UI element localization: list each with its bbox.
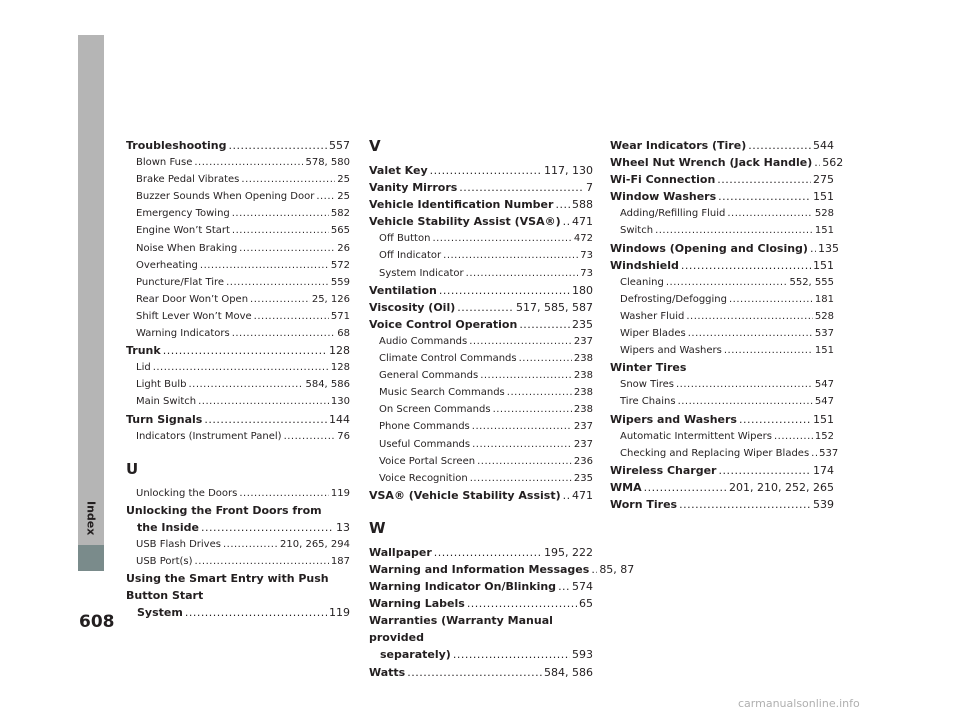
leader-dots [432,230,571,247]
leader-dots [519,316,570,333]
leader-dots [430,162,542,179]
entry-page-numbers: 235 [573,472,593,484]
entry-page-numbers: 544 [813,139,834,152]
entry-page-numbers: 187 [330,556,350,568]
leader-dots [666,274,788,291]
index-subentry [369,265,593,282]
leader-dots [239,240,335,257]
index-subentry [126,308,350,325]
entry-page-numbers: 195, 222 [544,545,593,559]
section-letter-v: V [369,137,381,155]
entry-term: Windshield [610,258,679,272]
index-subentry [126,376,350,393]
index-entry [126,519,350,536]
entry-page-numbers: 73 [580,267,593,279]
entry-term: Vehicle Identification Number [369,198,554,212]
leader-dots [563,487,570,504]
entry-page-numbers: 13 [336,520,350,534]
leader-dots [558,578,570,595]
entry-page-numbers: 557 [329,139,350,152]
entry-term: Voice Control Operation [369,317,518,331]
leader-dots [679,496,811,513]
index-entry [369,299,593,316]
leader-dots [195,553,329,570]
entry-page-numbers: 117, 130 [544,164,593,177]
index-subentry [369,367,593,384]
entry-term: On Screen Commands [379,404,491,416]
index-entry [610,462,834,479]
index-entry [369,196,593,213]
index-side-tab [78,35,104,569]
entry-term: separately) [380,648,451,662]
entry-page-numbers: 238 [573,370,593,382]
leader-dots [739,411,811,428]
entry-page-numbers: 144 [329,412,350,426]
leader-dots [239,485,329,502]
leader-dots [439,282,570,299]
leader-dots [727,205,813,222]
entry-page-numbers: 517, 585, 587 [516,300,593,314]
entry-page-numbers: 578, 580 [305,157,350,169]
entry-term: Vehicle Stability Assist (VSA®) [369,215,561,229]
leader-dots [724,342,813,359]
entry-page-numbers: 572 [330,259,350,271]
entry-term: Valet Key [369,164,428,177]
leader-dots [480,367,572,384]
leader-dots [718,462,811,479]
leader-dots [232,205,329,222]
entry-page-numbers: 238 [573,353,593,365]
entry-page-numbers: 119 [330,487,350,499]
entry-term: Adding/Refilling Fluid [620,208,726,220]
entry-page-numbers: 471 [572,215,593,229]
index-entry [610,257,834,274]
index-subentry [369,401,593,418]
index-entry [126,411,350,428]
entry-page-numbers: 528 [814,310,834,322]
entry-page-numbers: 574 [572,580,593,594]
leader-dots [223,536,278,553]
entry-page-numbers: 237 [573,335,593,347]
index-subentry [610,428,834,445]
entry-page-numbers: 119 [329,606,350,620]
leader-dots [810,240,816,257]
entry-page-numbers: 25, 126 [311,293,350,305]
entry-page-numbers: 128 [329,344,350,358]
entry-term: USB Flash Drives [136,538,221,550]
index-subentry [610,393,834,410]
entry-term: Puncture/Flat Tire [136,276,225,288]
index-subentry [369,418,593,435]
index-entry [369,646,593,663]
entry-page-numbers: 582 [330,208,350,220]
entry-term: Lid [136,362,151,374]
index-subentry [126,240,350,257]
leader-dots [555,196,570,213]
index-entry [126,137,350,154]
index-heading: Warranties (Warranty Manual provided [369,614,553,645]
entry-term: Warning Indicator On/Blinking [369,580,557,594]
index-entry [610,479,834,496]
entry-term: Wi-Fi Connection [610,173,716,187]
entry-term: Trunk [126,344,161,358]
index-subentry [126,154,350,171]
entry-term: Wipers and Washers [620,345,722,357]
entry-term: Shift Lever Won’t Move [136,310,252,322]
entry-page-numbers: 565 [330,225,350,237]
leader-dots [774,428,813,445]
entry-term: Overheating [136,259,198,271]
leader-dots [453,646,570,663]
entry-page-numbers: 547 [814,396,834,408]
entry-term: Off Indicator [379,250,442,262]
leader-dots [232,325,336,342]
leader-dots [198,393,329,410]
entry-page-numbers: 25 [337,174,350,186]
entry-page-numbers: 238 [573,404,593,416]
index-subentry [610,274,834,291]
entry-term: Light Bulb [136,379,187,391]
index-entry [369,282,593,299]
index-subentry [610,376,834,393]
entry-page-numbers: 151 [813,190,834,204]
entry-page-numbers: 7 [586,181,593,195]
entry-page-numbers: 528 [814,208,834,220]
entry-term: Washer Fluid [620,310,685,322]
index-subentry [126,188,350,205]
leader-dots [655,222,813,239]
entry-page-numbers: 65 [579,597,593,611]
entry-page-numbers: 152 [814,430,834,442]
index-subentry [369,350,593,367]
entry-term: Checking and Replacing Wiper Blades [620,447,810,459]
entry-page-numbers: 151 [813,412,834,426]
entry-term: Troubleshooting [126,139,227,152]
index-subentry [126,325,350,342]
index-subentry [610,342,834,359]
entry-page-numbers: 552, 555 [789,276,834,288]
leader-dots [457,299,514,316]
entry-page-numbers: 68 [337,328,350,340]
entry-term: Noise When Braking [136,242,238,254]
leader-dots [459,179,584,196]
leader-dots [188,376,303,393]
entry-page-numbers: 135 [817,241,839,255]
entry-term: VSA® (Vehicle Stability Assist) [369,488,561,502]
leader-dots [254,308,329,325]
leader-dots [591,561,597,578]
index-subentry [369,453,593,470]
entry-term: Viscosity (Oil) [369,300,456,314]
index-subentry [126,359,350,376]
entry-page-numbers: 539 [813,497,834,511]
leader-dots [434,544,542,561]
entry-page-numbers: 181 [814,293,834,305]
index-entry [369,162,593,179]
entry-term: Voice Portal Screen [379,455,476,467]
entry-term: Emergency Towing [136,208,230,220]
leader-dots [688,325,813,342]
entry-term: Buzzer Sounds When Opening Door [136,191,315,203]
entry-term: Cleaning [620,276,664,288]
leader-dots [153,359,329,376]
entry-page-numbers: 25 [337,191,350,203]
entry-page-numbers: 559 [330,276,350,288]
entry-term: Wireless Charger [610,463,717,477]
index-subentry [610,205,834,222]
leader-dots [232,222,329,239]
entry-page-numbers: 237 [573,438,593,450]
index-subentry [369,230,593,247]
leader-dots [563,213,570,230]
index-entry [369,179,593,196]
entry-page-numbers: 275 [813,173,834,187]
entry-term: Indicators (Instrument Panel) [136,430,282,442]
leader-dots [163,342,327,359]
entry-term: Voice Recognition [379,472,468,484]
leader-dots [686,308,813,325]
index-entry [610,171,834,188]
entry-term: Engine Won’t Start [136,225,230,237]
index-entry [369,595,593,612]
leader-dots [200,257,329,274]
entry-term: Watts [369,665,406,679]
leader-dots [185,604,327,621]
watermark: carmanualsonline.info [738,697,860,710]
entry-page-numbers: 238 [573,387,593,399]
leader-dots [204,411,327,428]
section-letter-w: W [369,518,386,537]
entry-term: Defrosting/Defogging [620,293,727,305]
leader-dots [811,445,817,462]
entry-term: Warning Labels [369,597,465,611]
entry-page-numbers: 562 [822,156,844,170]
entry-term: Rear Door Won’t Open [136,293,249,305]
entry-term: Blown Fuse [136,157,193,169]
leader-dots [493,401,572,418]
leader-dots [519,350,572,367]
leader-dots [467,595,577,612]
index-subentry [369,470,593,487]
entry-term: Unlocking the Doors [136,487,238,499]
entry-term: Ventilation [369,283,437,297]
leader-dots [507,384,572,401]
index-subentry [369,333,593,350]
entry-page-numbers: 537 [819,447,839,459]
leader-dots [729,291,813,308]
entry-term: Window Washers [610,190,717,204]
index-subentry [610,325,834,342]
leader-dots [472,436,572,453]
entry-page-numbers: 73 [580,250,593,262]
entry-page-numbers: 584, 586 [305,379,350,391]
entry-page-numbers: 151 [813,258,834,272]
entry-page-numbers: 76 [337,430,350,442]
leader-dots [472,418,572,435]
entry-page-numbers: 537 [814,328,834,340]
side-tab-marker [78,545,104,571]
entry-page-numbers: 85, 87 [599,562,635,576]
leader-dots [676,376,813,393]
index-entry [610,154,844,171]
index-subentry [126,222,350,239]
entry-term: General Commands [379,370,479,382]
entry-page-numbers: 130 [330,396,350,408]
entry-term: System Indicator [379,267,464,279]
index-entry [369,487,593,504]
index-subentry [126,553,350,570]
entry-term: System [137,606,183,620]
index-heading: Winter Tires [610,361,687,375]
entry-page-numbers: 237 [573,421,593,433]
leader-dots [748,137,811,154]
leader-dots [644,479,727,496]
entry-term: Phone Commands [379,421,470,433]
leader-dots [241,171,335,188]
entry-term: Music Search Commands [379,387,505,399]
page-number: 608 [79,612,115,632]
index-entry [610,188,834,205]
entry-term: USB Port(s) [136,556,193,568]
entry-term: Wear Indicators (Tire) [610,139,747,152]
entry-page-numbers: 235 [572,317,593,331]
index-heading: Using the Smart Entry with Push Button Start [126,572,329,603]
entry-page-numbers: 471 [572,488,593,502]
entry-page-numbers: 236 [573,455,593,467]
entry-term: Warning Indicators [136,328,230,340]
leader-dots [443,247,578,264]
entry-term: Windows (Opening and Closing) [610,241,808,255]
index-subentry [126,393,350,410]
entry-term: Automatic Intermittent Wipers [620,430,772,442]
index-heading: Unlocking the Front Doors from [126,503,322,517]
entry-page-numbers: 584, 586 [544,665,593,679]
entry-term: Turn Signals [126,412,203,426]
leader-dots [477,453,572,470]
leader-dots [407,664,542,681]
leader-dots [469,333,572,350]
entry-page-numbers: 472 [573,233,593,245]
leader-dots [466,265,579,282]
entry-term: Wipers and Washers [610,412,737,426]
side-tab-label: Index [84,500,98,536]
entry-term: Vanity Mirrors [369,181,458,195]
index-subentry [369,247,593,264]
index-subentry [126,257,350,274]
entry-term: the Inside [137,520,199,534]
index-entry [369,544,593,561]
entry-page-numbers: 210, 265, 294 [280,538,350,550]
entry-term: Audio Commands [379,335,468,347]
index-entry [369,561,635,578]
entry-page-numbers: 128 [330,362,350,374]
index-subentry [126,205,350,222]
index-subentry [369,436,593,453]
leader-dots [717,171,811,188]
entry-page-numbers: 571 [330,310,350,322]
entry-page-numbers: 547 [814,379,834,391]
leader-dots [250,291,310,308]
entry-term: Wallpaper [369,545,432,559]
index-entry [610,240,839,257]
leader-dots [718,188,811,205]
entry-term: Tire Chains [620,396,676,408]
index-entry [610,496,834,513]
leader-dots [316,188,335,205]
entry-term: Worn Tires [610,497,678,511]
entry-term: Climate Control Commands [379,353,517,365]
leader-dots [814,154,820,171]
entry-term: Useful Commands [379,438,471,450]
entry-page-numbers: 151 [814,345,834,357]
index-subentry [610,291,834,308]
index-entry [610,411,834,428]
index-entry [369,578,593,595]
index-subentry [610,222,834,239]
index-entry [369,664,593,681]
entry-page-numbers: 180 [572,283,593,297]
leader-dots [678,393,813,410]
index-subentry [610,445,839,462]
index-subentry [126,171,350,188]
entry-term: Wiper Blades [620,328,686,340]
index-column-1 [126,137,350,621]
entry-term: Snow Tires [620,379,674,391]
leader-dots [470,470,572,487]
entry-term: Switch [620,225,654,237]
leader-dots [681,257,811,274]
section-letter-u: U [126,459,139,478]
leader-dots [228,137,327,154]
index-entry [369,213,593,230]
entry-term: Warning and Information Messages [369,562,590,576]
leader-dots [194,154,303,171]
leader-dots [284,428,336,445]
entry-page-numbers: 26 [337,242,350,254]
entry-term: Brake Pedal Vibrates [136,174,240,186]
index-subentry [126,536,350,553]
entry-page-numbers: 201, 210, 252, 265 [729,480,834,494]
entry-term: Off Button [379,233,431,245]
index-subentry [126,485,350,502]
entry-term: WMA [610,480,642,494]
entry-page-numbers: 593 [572,648,593,662]
entry-page-numbers: 151 [814,225,834,237]
index-subentry [126,274,350,291]
index-column-3 [610,137,844,513]
leader-dots [226,274,329,291]
entry-term: Main Switch [136,396,197,408]
index-subentry [369,384,593,401]
leader-dots [201,519,334,536]
entry-term: Wheel Nut Wrench (Jack Handle) [610,156,813,170]
index-entry [610,137,834,154]
index-subentry [126,428,350,445]
index-entry [126,342,350,359]
index-subentry [126,291,350,308]
index-entry [369,316,593,333]
index-subentry [610,308,834,325]
entry-page-numbers: 174 [813,463,834,477]
entry-page-numbers: 588 [572,198,593,212]
index-entry [126,604,350,621]
